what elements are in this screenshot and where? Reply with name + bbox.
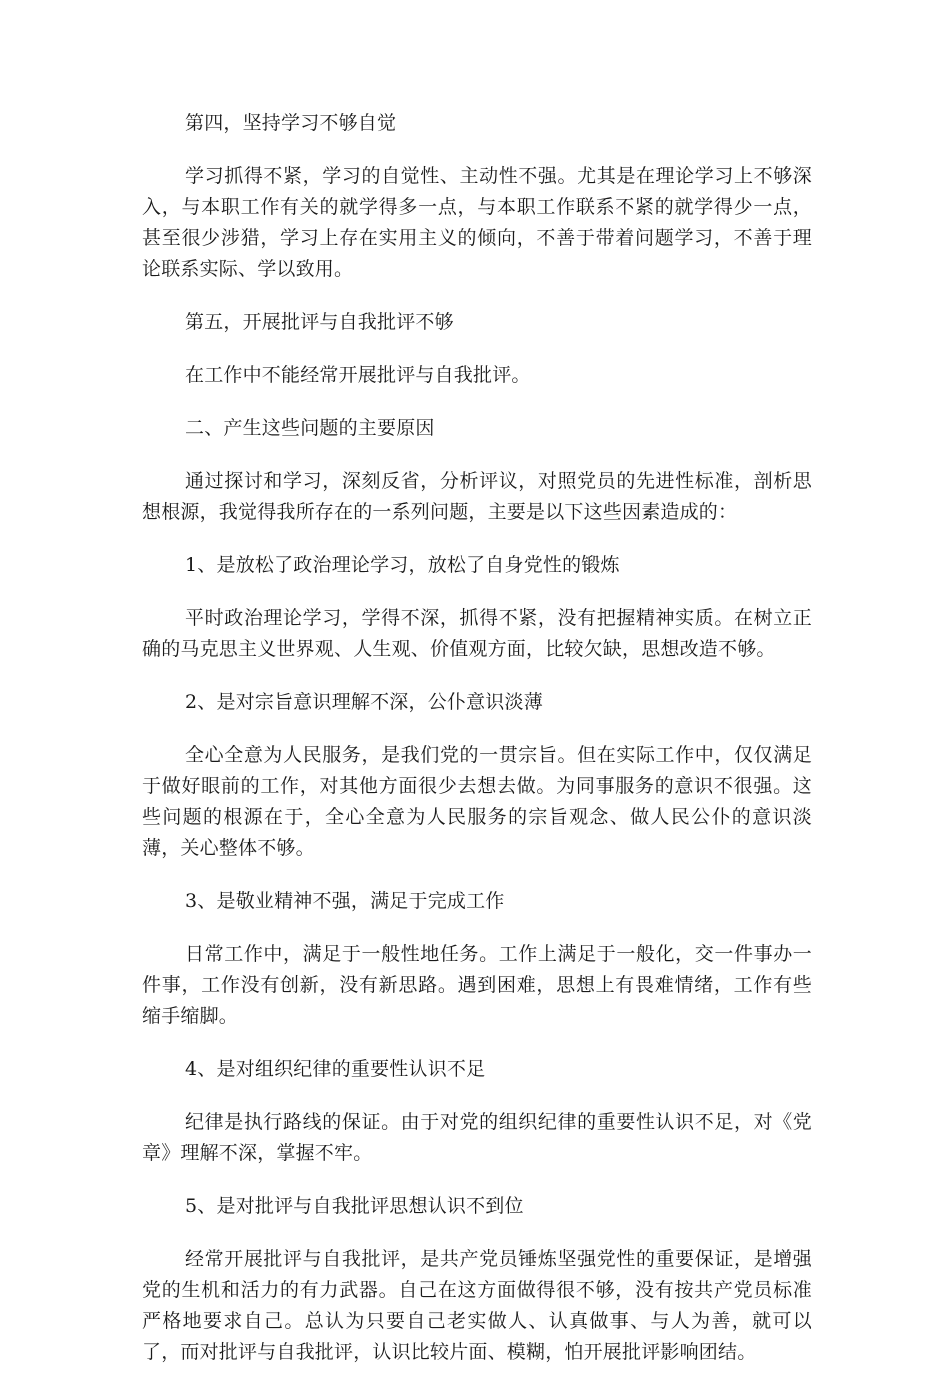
cause-heading-1: 1、是放松了政治理论学习，放松了自身党性的锻炼 xyxy=(185,554,620,576)
cause-paragraph-1: 平时政治理论学习，学得不深，抓得不紧，没有把握精神实质。在树立正确的马克思主义世界观、人生观、价值观方面，比较欠缺，思想改造不够。 xyxy=(142,607,812,660)
document-page xyxy=(142,108,812,1390)
cause-paragraph-3: 日常工作中，满足于一般性地任务。工作上满足于一般化，交一件事办一件事，工作没有创新，没有新思路。遇到困难，思想上有畏难情绪，工作有些缩手缩脚。 xyxy=(142,943,812,1027)
cause-paragraph-4: 纪律是执行路线的保证。由于对党的组织纪律的重要性认识不足，对《党章》理解不深，掌握不牢。 xyxy=(142,1111,812,1164)
cause-heading-2: 2、是对宗旨意识理解不深，公仆意识淡薄 xyxy=(185,691,543,713)
cause-paragraph-2: 全心全意为人民服务，是我们党的一贯宗旨。但在实际工作中，仅仅满足于做好眼前的工作，对其他方面很少去想去做。为同事服务的意识不很强。这些问题的根源在于，全心全意为人民服务的宗旨观念、做人民公仆的意识淡薄，关心整体不够。 xyxy=(142,744,812,859)
paragraph-causes-intro: 通过探讨和学习，深刻反省，分析评议，对照党员的先进性标准，剖析思想根源，我觉得我所存在的一系列问题，主要是以下这些因素造成的： xyxy=(142,470,812,523)
cause-heading-5: 5、是对批评与自我批评思想认识不到位 xyxy=(185,1195,524,1217)
cause-heading-3: 3、是敬业精神不强，满足于完成工作 xyxy=(185,890,505,912)
cause-paragraph-5: 经常开展批评与自我批评，是共产党员锤炼坚强党性的重要保证，是增强党的生机和活力的有力武器。自己在这方面做得很不够，没有按共产党员标准严格地要求自己。总认为只要自己老实做人、认真做事、与人为善，就可以了，而对批评与自我批评，认识比较片面、模糊，怕开展批评影响团结。 xyxy=(142,1248,812,1363)
paragraph-criticism: 在工作中不能经常开展批评与自我批评。 xyxy=(185,364,531,386)
section-heading-causes: 二、产生这些问题的主要原因 xyxy=(185,417,435,439)
section-heading-5: 第五，开展批评与自我批评不够 xyxy=(185,311,454,333)
section-heading-4: 第四，坚持学习不够自觉 xyxy=(185,112,397,134)
cause-heading-4: 4、是对组织纪律的重要性认识不足 xyxy=(185,1058,486,1080)
paragraph-study: 学习抓得不紧，学习的自觉性、主动性不强。尤其是在理论学习上不够深入，与本职工作有关的就学得多一点，与本职工作联系不紧的就学得少一点，甚至很少涉猎，学习上存在实用主义的倾向，不善于带着问题学习，不善于理论联系实际、学以致用。 xyxy=(142,165,812,280)
